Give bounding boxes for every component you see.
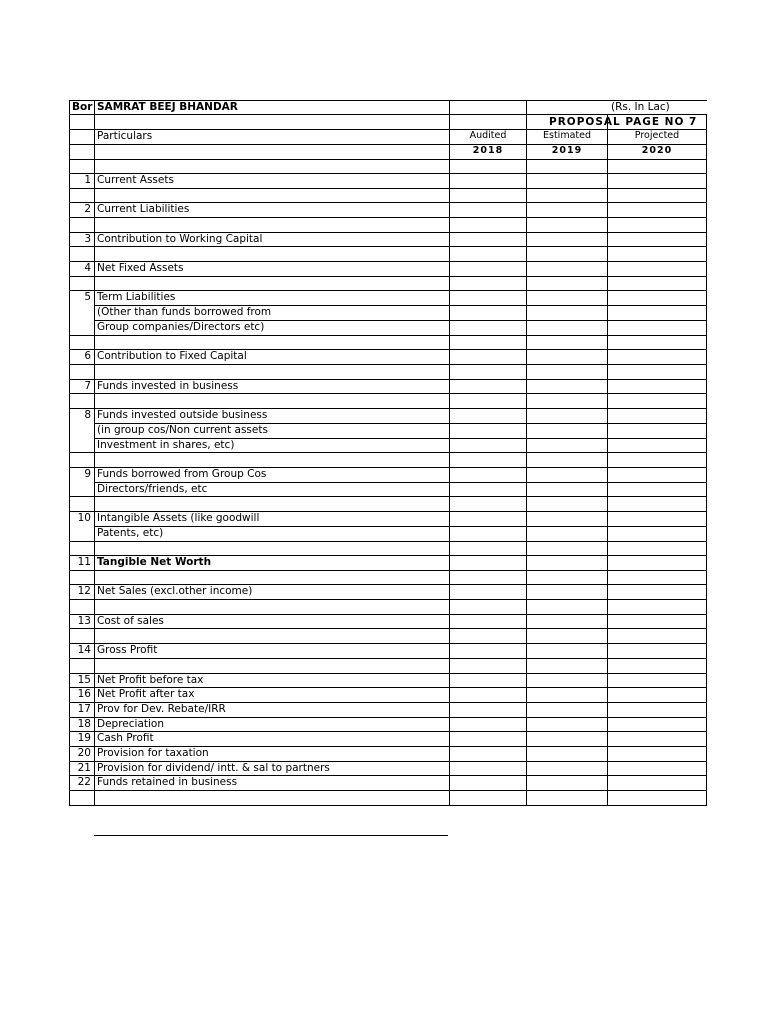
item-number: 17 (77, 703, 91, 715)
item-number: 10 (77, 512, 91, 524)
item-number: 14 (77, 644, 91, 656)
item-number: 5 (84, 291, 91, 303)
item-number: 7 (84, 380, 91, 392)
item-label: Funds retained in business (97, 776, 238, 788)
item-number: 3 (84, 233, 91, 245)
grid-row-line (70, 673, 707, 674)
item-number: 19 (77, 732, 91, 744)
grid-row-line (70, 717, 707, 718)
item-label: Net Sales (excl.other income) (97, 585, 253, 597)
grid-row-line (70, 393, 707, 394)
item-label: Term Liabilities (97, 291, 176, 303)
item-label: Current Assets (97, 174, 174, 186)
item-label: Cost of sales (97, 615, 164, 627)
grid-row-line (70, 290, 707, 291)
item-label: Funds invested in business (97, 380, 239, 392)
item-label-continued: (Other than funds borrowed from (97, 306, 272, 318)
grid-row-line (70, 232, 707, 233)
item-label: Intangible Assets (like goodwill (97, 512, 260, 524)
grid-row-line (70, 173, 707, 174)
col-year-2018: 2018 (472, 145, 504, 156)
financial-indicators-table (69, 100, 706, 806)
grid-row-line (70, 276, 707, 277)
company-name: SAMRAT BEEJ BHANDAR (97, 101, 238, 113)
item-number: 18 (77, 718, 91, 730)
item-number: 15 (77, 674, 91, 686)
particulars-header: Particulars (97, 130, 153, 142)
col-type-projected: Projected (634, 130, 680, 141)
grid-row-line (70, 628, 707, 629)
col-type-audited: Audited (469, 130, 507, 141)
grid-row-line (70, 408, 707, 409)
item-label: Net Profit after tax (97, 688, 195, 700)
item-number: 8 (84, 409, 91, 421)
grid-row-line (70, 114, 706, 115)
grid-row-line (70, 570, 707, 571)
item-number: 2 (84, 203, 91, 215)
grid-row-line (70, 349, 707, 350)
grid-row-line (70, 364, 707, 365)
grid-row-line (70, 658, 707, 659)
item-label: Cash Profit (97, 732, 154, 744)
grid-row-line (70, 100, 707, 101)
grid-row-line (70, 246, 707, 247)
grid-col-line (526, 100, 527, 806)
item-number: 6 (84, 350, 91, 362)
grid-row-line (70, 541, 707, 542)
item-label-continued: (in group cos/Non current assets (97, 424, 268, 436)
item-number: 22 (77, 776, 91, 788)
grid-row-line (94, 526, 707, 527)
grid-row-line (70, 761, 707, 762)
item-label: Current Liabilities (97, 203, 190, 215)
grid-row-line (70, 217, 707, 218)
grid-row-line (70, 643, 707, 644)
item-number: 11 (77, 556, 91, 568)
col-year-2019: 2019 (551, 145, 583, 156)
item-label: Gross Profit (97, 644, 158, 656)
bor-label: Bor (72, 101, 93, 113)
item-label: Net Fixed Assets (97, 262, 184, 274)
item-label: Provision for taxation (97, 747, 209, 759)
item-label: Tangible Net Worth (97, 556, 212, 568)
item-label: Net Profit before tax (97, 674, 204, 686)
item-label-continued: Patents, etc) (97, 527, 164, 539)
grid-row-line (94, 320, 707, 321)
grid-row-line (94, 438, 707, 439)
grid-row-line (94, 423, 707, 424)
grid-row-line (70, 584, 707, 585)
grid-row-line (70, 159, 707, 160)
grid-col-line (449, 100, 450, 806)
item-label-continued: Directors/friends, etc (97, 483, 208, 495)
item-number: 13 (77, 615, 91, 627)
grid-row-line (70, 599, 707, 600)
item-label: Provision for dividend/ intt. & sal to partners (97, 762, 330, 774)
item-number: 9 (84, 468, 91, 480)
grid-row-line (70, 129, 707, 130)
grid-row-line (70, 790, 707, 791)
grid-row-line (70, 687, 707, 688)
grid-row-line (70, 746, 707, 747)
item-number: 12 (77, 585, 91, 597)
item-label: Depreciation (97, 718, 164, 730)
item-label-continued: Investment in shares, etc) (97, 439, 235, 451)
grid-row-line (70, 335, 707, 336)
grid-row-line (70, 614, 707, 615)
item-number: 16 (77, 688, 91, 700)
grid-row-line (70, 452, 707, 453)
grid-row-line (70, 731, 707, 732)
item-number: 4 (84, 262, 91, 274)
grid-row-line (94, 482, 707, 483)
grid-row-line (70, 555, 707, 556)
item-number: 21 (77, 762, 91, 774)
grid-row-line (70, 511, 707, 512)
item-number: 1 (84, 174, 91, 186)
item-label: Prov for Dev. Rebate/IRR (97, 703, 226, 715)
item-label-continued: Group companies/Directors etc) (97, 321, 265, 333)
item-number: 20 (77, 747, 91, 759)
grid-row-line (70, 188, 707, 189)
item-label: Contribution to Working Capital (97, 233, 263, 245)
grid-row-line (70, 496, 707, 497)
units-label: (Rs. In Lac) (611, 101, 670, 113)
grid-row-line (70, 379, 707, 380)
grid-col-line (94, 100, 95, 806)
item-label: Funds borrowed from Group Cos (97, 468, 267, 480)
grid-row-line (70, 202, 707, 203)
item-label: Contribution to Fixed Capital (97, 350, 247, 362)
grid-row-line (94, 305, 707, 306)
item-label: Funds invested outside business (97, 409, 268, 421)
signature-line (94, 835, 448, 836)
col-year-2020: 2020 (641, 145, 673, 156)
grid-row-line (70, 261, 707, 262)
col-type-estimated: Estimated (543, 130, 591, 141)
grid-row-line (70, 144, 707, 145)
proposal-page-label: PROPOSAL PAGE NO 7 (549, 116, 698, 128)
grid-row-line (70, 467, 707, 468)
grid-row-line (70, 702, 707, 703)
grid-row-line (70, 775, 707, 776)
